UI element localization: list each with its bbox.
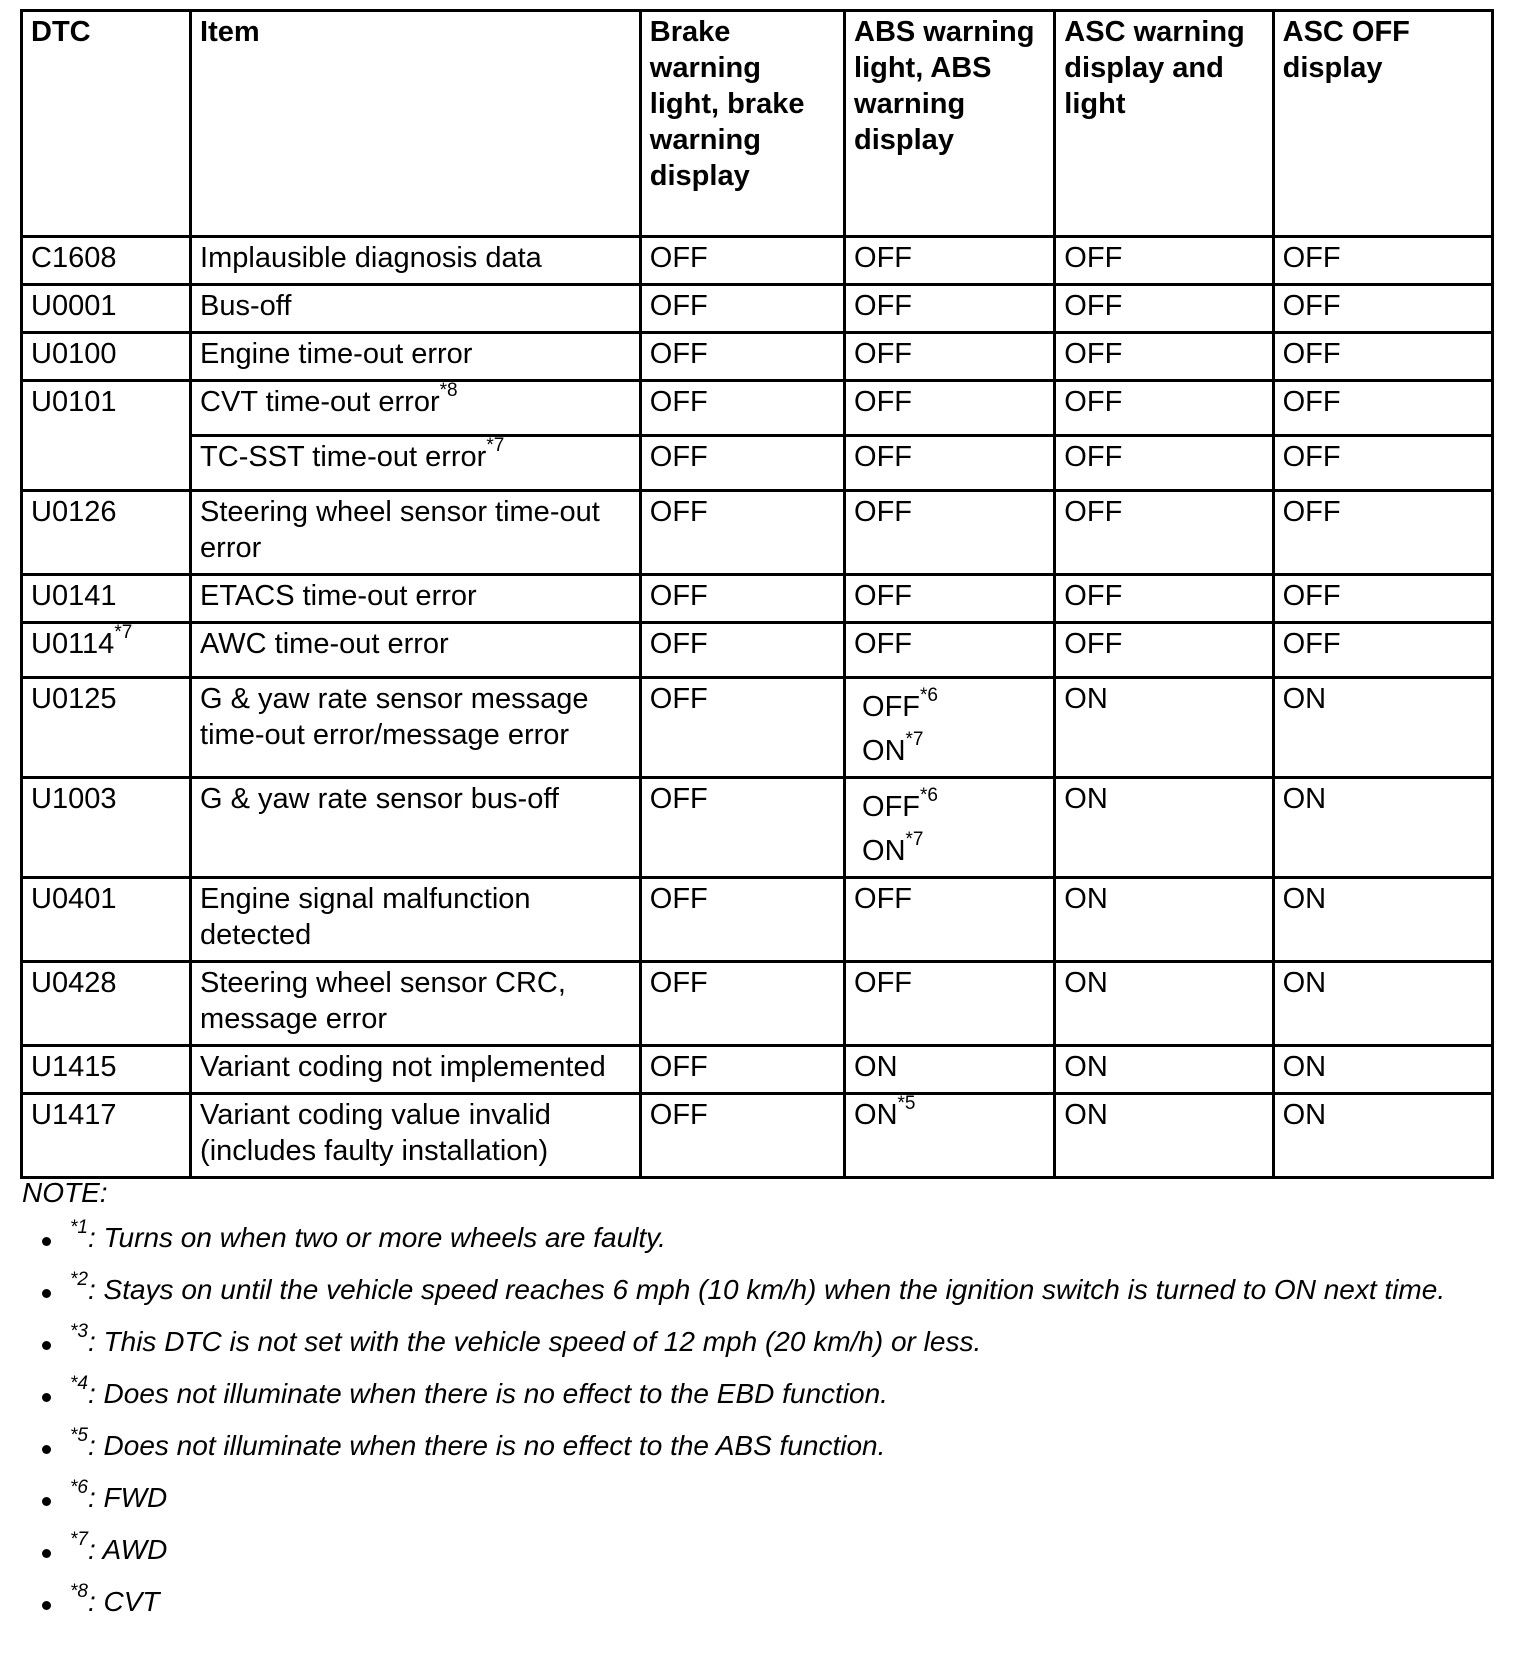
- cell-brake: OFF: [640, 778, 844, 878]
- cell-dtc: U0001: [22, 285, 191, 333]
- cell-asc-off: OFF: [1273, 237, 1492, 285]
- value-text: OFF: [862, 691, 921, 723]
- cell-asc-off: OFF: [1273, 575, 1492, 623]
- cell-brake: OFF: [640, 237, 844, 285]
- table-header-row: [22, 11, 1493, 237]
- notes-list: [22, 1216, 1502, 1620]
- header-asc-warning: ASC warning display and light: [1055, 11, 1273, 237]
- table-row: [22, 962, 1493, 1046]
- cell-asc-off: OFF: [1273, 491, 1492, 575]
- table-row: [22, 878, 1493, 962]
- table-row: [22, 778, 1493, 878]
- cell-asc-off: ON: [1273, 678, 1492, 778]
- item-text: CVT time-out error: [200, 386, 440, 418]
- cell-abs: [845, 1094, 1055, 1178]
- table-row: [22, 1046, 1493, 1094]
- bullet-icon: [42, 1289, 51, 1298]
- cell-item: Bus-off: [191, 285, 641, 333]
- dtc-table: [20, 9, 1494, 1179]
- cell-brake: OFF: [640, 678, 844, 778]
- note-mark: *2: [70, 1268, 88, 1290]
- abs-awd-value: [862, 729, 1045, 769]
- cell-item: G & yaw rate sensor message time-out error/message error: [191, 678, 641, 778]
- footnote-mark: *7: [486, 435, 505, 457]
- cell-asc-off: ON: [1273, 1046, 1492, 1094]
- cell-brake: OFF: [640, 381, 844, 436]
- cell-abs: ON: [845, 1046, 1055, 1094]
- cell-asc-off: OFF: [1273, 623, 1492, 678]
- cell-brake: OFF: [640, 1094, 844, 1178]
- header-abs-warning: ABS warning light, ABS warning display: [845, 11, 1055, 237]
- note-text: : AWD: [87, 1534, 168, 1565]
- cell-dtc: U1003: [22, 778, 191, 878]
- cell-brake: OFF: [640, 333, 844, 381]
- cell-abs: OFF: [845, 491, 1055, 575]
- cell-item: Variant coding value invalid (includes faulty installation): [191, 1094, 641, 1178]
- note-item: [22, 1372, 1502, 1412]
- bullet-icon: [42, 1445, 51, 1454]
- cell-item: G & yaw rate sensor bus-off: [191, 778, 641, 878]
- note-mark: *3: [70, 1320, 88, 1342]
- note-item: [22, 1580, 1502, 1620]
- value-text: ON: [854, 1099, 898, 1131]
- abs-fwd-value: [862, 685, 1045, 725]
- cell-dtc: U1415: [22, 1046, 191, 1094]
- cell-abs: OFF: [845, 285, 1055, 333]
- bullet-icon: [42, 1497, 51, 1506]
- cell-asc-off: OFF: [1273, 333, 1492, 381]
- cell-asc: OFF: [1055, 575, 1273, 623]
- value-text: ON: [862, 735, 906, 767]
- cell-asc-off: ON: [1273, 778, 1492, 878]
- cell-item: Steering wheel sensor CRC, message error: [191, 962, 641, 1046]
- cell-abs: OFF: [845, 623, 1055, 678]
- value-text: ON: [862, 835, 906, 867]
- cell-item: [191, 381, 641, 436]
- note-item: [22, 1320, 1502, 1360]
- note-item: [22, 1424, 1502, 1464]
- cell-dtc: U0101: [22, 381, 191, 491]
- table-row: [22, 623, 1493, 678]
- table-row: [22, 285, 1493, 333]
- cell-asc-off: ON: [1273, 878, 1492, 962]
- cell-brake: OFF: [640, 491, 844, 575]
- cell-dtc: [22, 623, 191, 678]
- cell-item: Engine signal malfunction detected: [191, 878, 641, 962]
- cell-item: Steering wheel sensor time-out error: [191, 491, 641, 575]
- cell-asc: OFF: [1055, 381, 1273, 436]
- cell-asc-off: OFF: [1273, 285, 1492, 333]
- cell-item: Engine time-out error: [191, 333, 641, 381]
- cell-abs: OFF: [845, 237, 1055, 285]
- bullet-icon: [42, 1341, 51, 1350]
- cell-asc: ON: [1055, 678, 1273, 778]
- note-mark: *6: [70, 1476, 88, 1498]
- cell-item: Variant coding not implemented: [191, 1046, 641, 1094]
- footnote-mark: *7: [905, 729, 924, 751]
- note-text: : Does not illuminate when there is no effect to the ABS function.: [87, 1430, 886, 1461]
- item-text: TC-SST time-out error: [200, 441, 487, 473]
- header-brake-warning: Brake warning light, brake warning display: [640, 11, 844, 237]
- cell-asc: ON: [1055, 778, 1273, 878]
- cell-dtc: U0141: [22, 575, 191, 623]
- cell-dtc: U0401: [22, 878, 191, 962]
- footnote-mark: *8: [439, 380, 458, 402]
- abs-awd-value: [862, 829, 1045, 869]
- cell-abs: OFF: [845, 878, 1055, 962]
- footnote-mark: *6: [920, 685, 938, 707]
- cell-item: AWC time-out error: [191, 623, 641, 678]
- note-mark: *8: [70, 1580, 88, 1602]
- notes-title: NOTE:: [22, 1177, 108, 1208]
- table-row: [22, 381, 1493, 436]
- note-text: : Does not illuminate when there is no effect to the EBD function.: [87, 1378, 888, 1409]
- cell-dtc: U0125: [22, 678, 191, 778]
- note-item: [22, 1528, 1502, 1568]
- cell-brake: OFF: [640, 1046, 844, 1094]
- table-row: [22, 237, 1493, 285]
- table-row: [22, 333, 1493, 381]
- table-row: [22, 678, 1493, 778]
- table-row: [22, 436, 1493, 491]
- cell-item: Implausible diagnosis data: [191, 237, 641, 285]
- cell-abs: OFF: [845, 575, 1055, 623]
- cell-abs: OFF: [845, 333, 1055, 381]
- value-text: OFF: [862, 791, 921, 823]
- table-row: [22, 1094, 1493, 1178]
- cell-abs: OFF: [845, 436, 1055, 491]
- cell-dtc: U0126: [22, 491, 191, 575]
- cell-brake: OFF: [640, 285, 844, 333]
- bullet-icon: [42, 1601, 51, 1610]
- cell-asc-off: OFF: [1273, 381, 1492, 436]
- cell-asc-off: ON: [1273, 962, 1492, 1046]
- header-dtc: DTC: [22, 11, 191, 237]
- cell-dtc: U1417: [22, 1094, 191, 1178]
- cell-asc-off: ON: [1273, 1094, 1492, 1178]
- cell-asc: OFF: [1055, 491, 1273, 575]
- cell-asc: OFF: [1055, 285, 1273, 333]
- header-asc-off: ASC OFF display: [1273, 11, 1492, 237]
- cell-asc: ON: [1055, 878, 1273, 962]
- footnote-mark: *7: [905, 829, 924, 851]
- cell-brake: OFF: [640, 878, 844, 962]
- notes-section: [22, 1175, 1502, 1636]
- table-row: [22, 575, 1493, 623]
- cell-brake: OFF: [640, 436, 844, 491]
- note-item: [22, 1268, 1502, 1308]
- note-mark: *1: [70, 1216, 88, 1238]
- cell-brake: OFF: [640, 962, 844, 1046]
- note-text: : This DTC is not set with the vehicle speed of 12 mph (20 km/h) or less.: [87, 1326, 982, 1357]
- cell-asc: OFF: [1055, 333, 1273, 381]
- footnote-mark: *7: [114, 622, 133, 644]
- cell-brake: OFF: [640, 575, 844, 623]
- note-text: : Stays on until the vehicle speed reaches 6 mph (10 km/h) when the ignition switch is turned to ON next time.: [87, 1274, 1446, 1305]
- cell-dtc: C1608: [22, 237, 191, 285]
- cell-asc: OFF: [1055, 237, 1273, 285]
- cell-asc: OFF: [1055, 623, 1273, 678]
- cell-item: [191, 436, 641, 491]
- cell-dtc: U0100: [22, 333, 191, 381]
- note-text: : FWD: [87, 1482, 168, 1513]
- note-mark: *4: [70, 1372, 88, 1394]
- cell-asc: ON: [1055, 962, 1273, 1046]
- note-item: [22, 1216, 1502, 1256]
- dtc-text: U0114: [31, 628, 115, 660]
- cell-brake: OFF: [640, 623, 844, 678]
- footnote-mark: *6: [920, 785, 938, 807]
- bullet-icon: [42, 1549, 51, 1558]
- abs-fwd-value: [862, 785, 1045, 825]
- note-text: : CVT: [87, 1586, 160, 1617]
- cell-abs: [845, 678, 1055, 778]
- footnote-mark: *5: [897, 1093, 916, 1115]
- cell-abs: [845, 778, 1055, 878]
- cell-dtc: U0428: [22, 962, 191, 1046]
- cell-abs: OFF: [845, 962, 1055, 1046]
- note-mark: *7: [70, 1528, 88, 1550]
- cell-abs: OFF: [845, 381, 1055, 436]
- cell-item: ETACS time-out error: [191, 575, 641, 623]
- cell-asc: ON: [1055, 1094, 1273, 1178]
- note-text: : Turns on when two or more wheels are faulty.: [87, 1222, 666, 1253]
- cell-asc: ON: [1055, 1046, 1273, 1094]
- cell-asc: OFF: [1055, 436, 1273, 491]
- note-mark: *5: [70, 1424, 88, 1446]
- bullet-icon: [42, 1393, 51, 1402]
- bullet-icon: [42, 1237, 51, 1246]
- table-row: [22, 491, 1493, 575]
- header-item: Item: [191, 11, 641, 237]
- note-item: [22, 1476, 1502, 1516]
- cell-asc-off: OFF: [1273, 436, 1492, 491]
